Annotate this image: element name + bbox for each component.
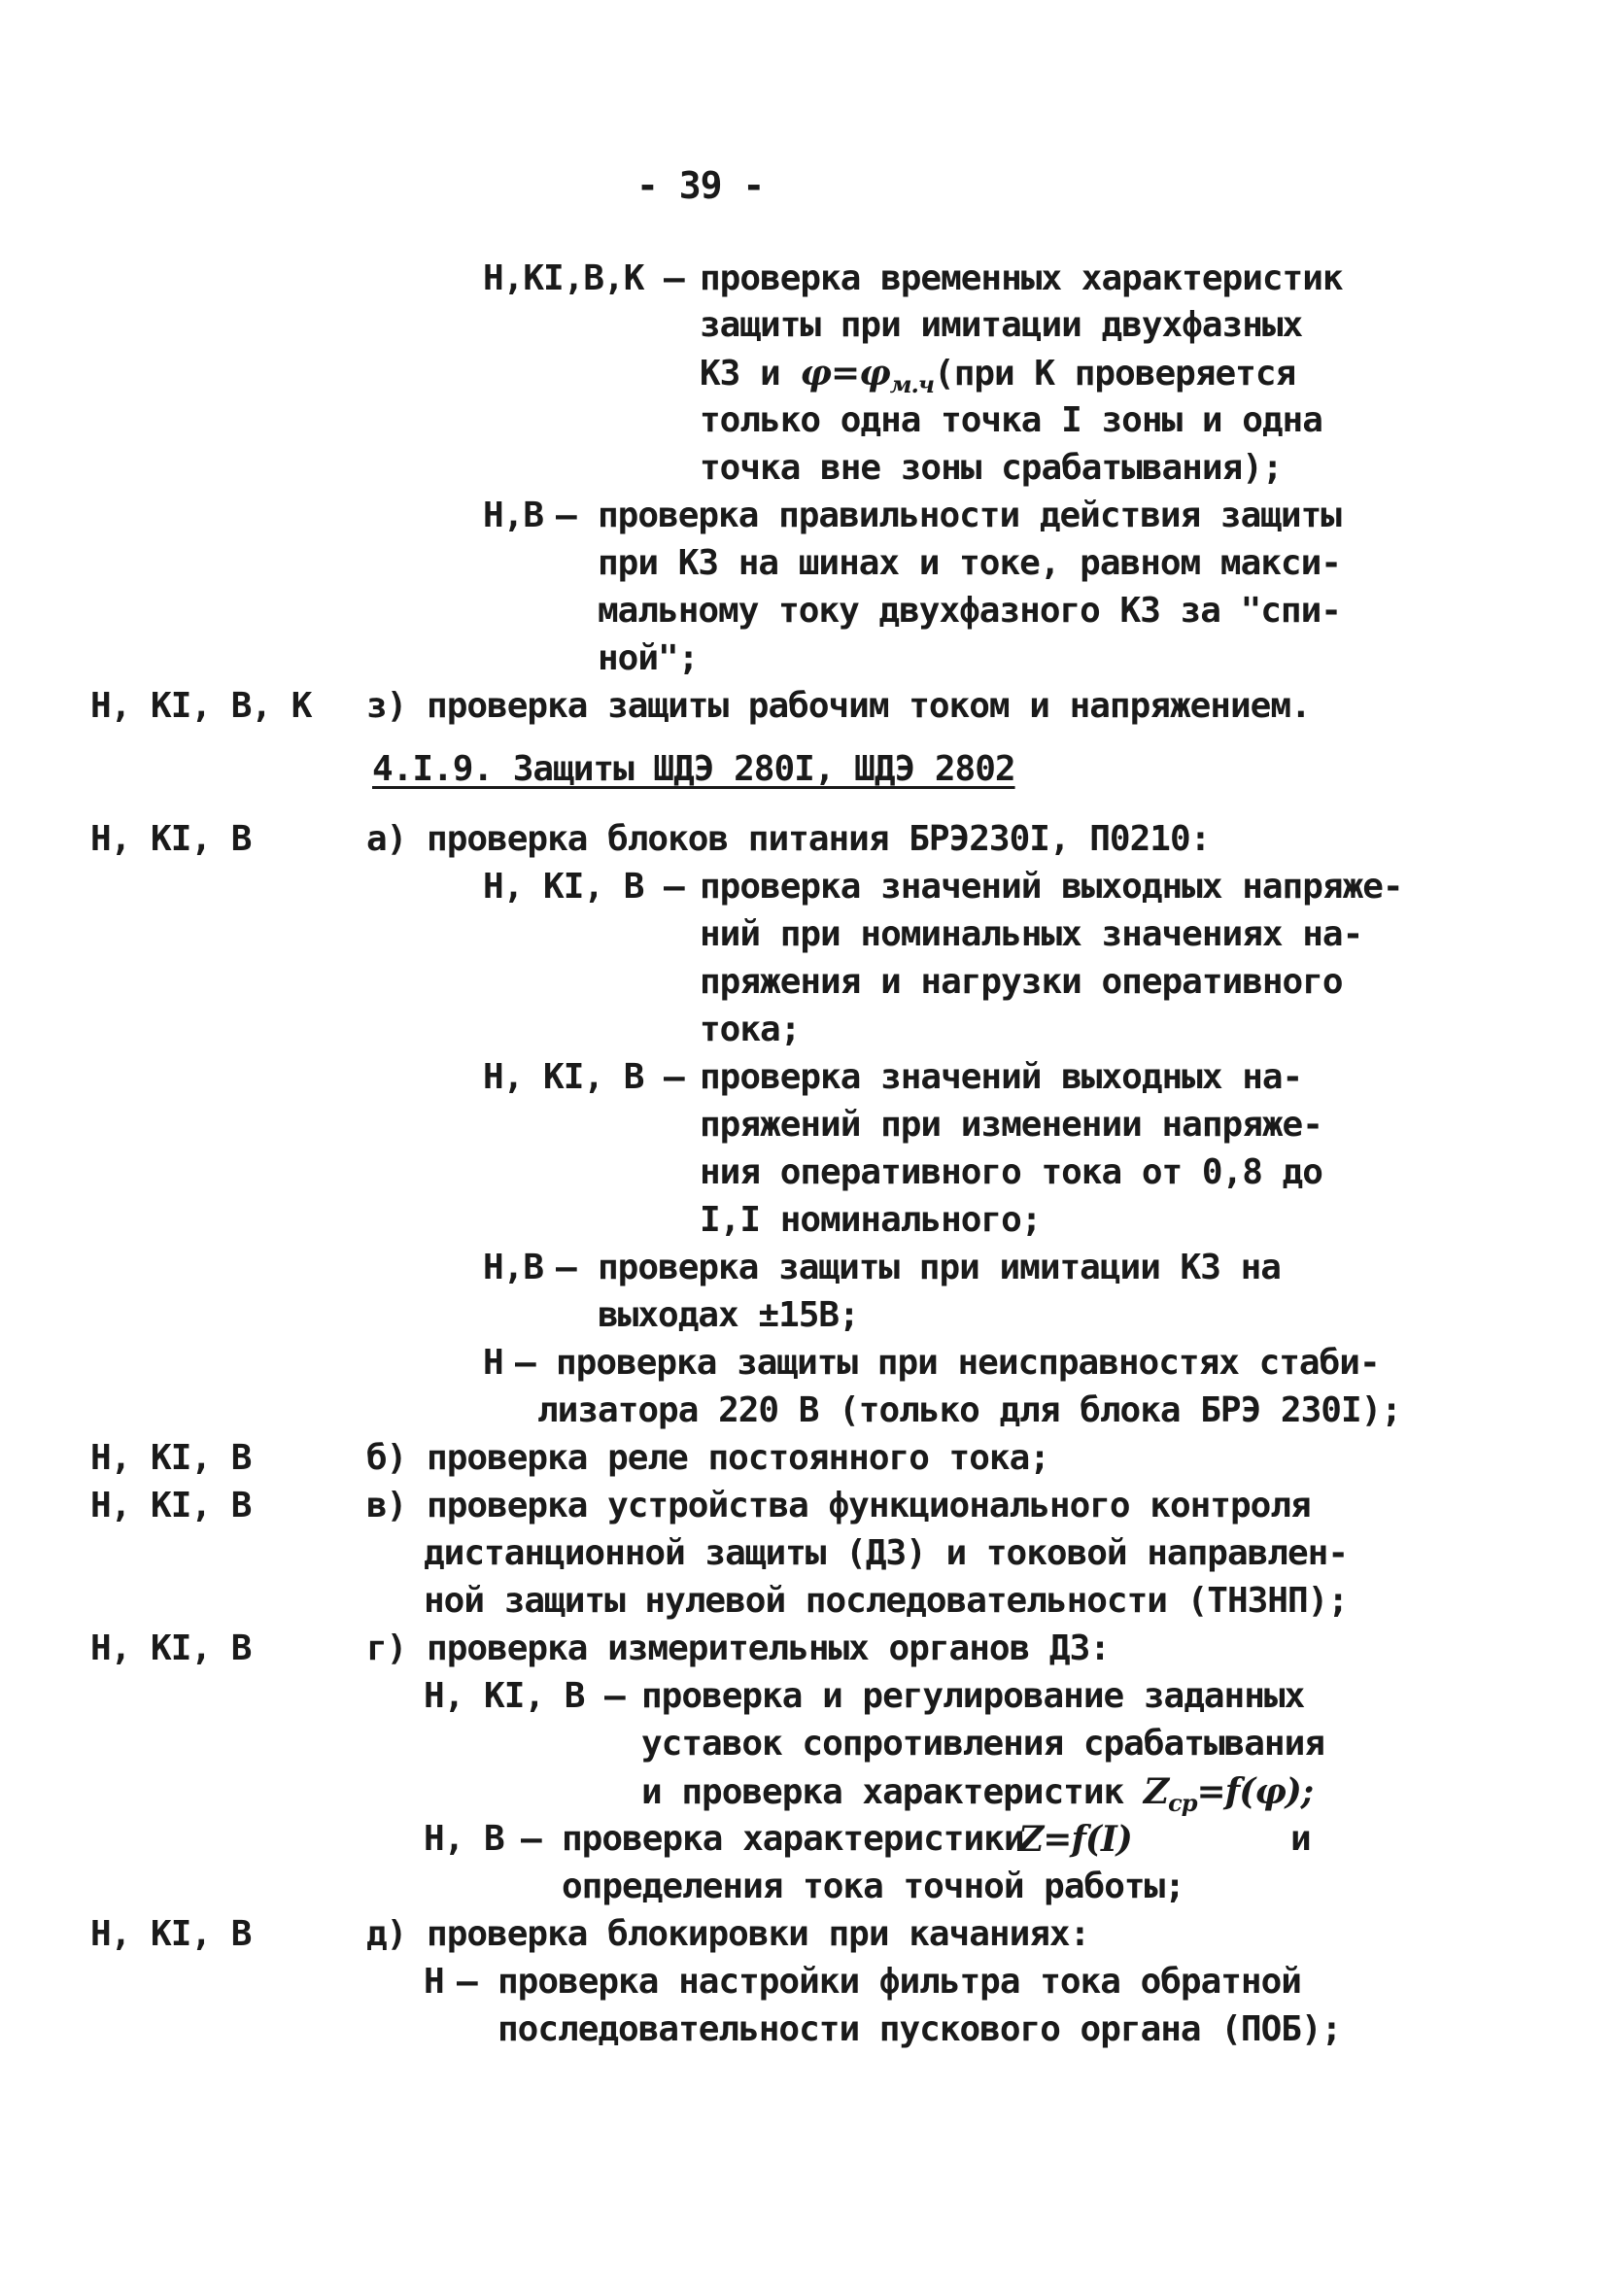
item-b-text: б) проверка реле постоянного тока; [366, 1438, 1049, 1478]
item-z-text: з) проверка защиты рабочим током и напряжением. [366, 686, 1311, 726]
item-g-sub1-line3 [641, 1768, 1313, 1816]
block2-line2: при КЗ на шинах и токе, равном макси- [598, 543, 1341, 583]
item-a-sub3-line1: проверка защиты при имитации КЗ на [598, 1248, 1281, 1287]
item-d-sub1-line2: последовательности пускового органа (ПОБ); [498, 2009, 1342, 2049]
z-formula: Z [1143, 1771, 1169, 1812]
block2-line3: мальному току двухфазного КЗ за "спи- [598, 591, 1341, 631]
item-d-sub1-dash: – [457, 1962, 477, 2002]
item-d-codes: Н, КІ, В [90, 1914, 252, 1954]
z-of-i-formula: Z=f(I) [1018, 1819, 1132, 1860]
item-v-line3: ной защиты нулевой последовательности (ТНЗНП); [424, 1581, 1348, 1621]
item-g-codes: Н, КІ, В [90, 1628, 252, 1668]
item-a-sub4-codes: Н [483, 1343, 503, 1383]
item-a-sub4-line1: проверка защиты при неисправностях стаби- [556, 1343, 1380, 1383]
page-number: - 39 - [636, 164, 765, 207]
item-v-line2: дистанционной защиты (ДЗ) и токовой направлен- [424, 1533, 1348, 1573]
item-g-sub1-dash: – [604, 1676, 625, 1716]
item-a-sub3-line2: выходах ±15В; [598, 1295, 859, 1335]
item-a-sub1-line2: ний при номинальных значениях на- [700, 914, 1363, 954]
item-d-sub1-line1: проверка настройки фильтра тока обратной [498, 1962, 1301, 2002]
item-a-sub2-line1: проверка значений выходных на- [700, 1057, 1303, 1097]
item-a-codes: Н, КІ, В [90, 819, 252, 859]
item-a-sub1-line1: проверка значений выходных напряже- [700, 867, 1403, 907]
z-formula-rest: =f(φ); [1196, 1771, 1314, 1812]
item-v-line1: в) проверка устройства функционального контроля [366, 1486, 1311, 1525]
item-d-text: д) проверка блокировки при качаниях: [366, 1914, 1090, 1954]
phi-formula: φ=φ [800, 353, 890, 394]
item-g-text: г) проверка измерительных органов ДЗ: [366, 1628, 1110, 1668]
item-a-sub1-line3: пряжения и нагрузки оперативного [700, 962, 1343, 1002]
block2-line1: проверка правильности действия защиты [598, 496, 1341, 535]
item-g-sub2-dash: – [521, 1819, 541, 1859]
item-g-sub2-line1-post: и [1290, 1819, 1311, 1859]
item-a-sub2-line2: пряжений при изменении напряже- [700, 1105, 1322, 1145]
phi-subscript: м.ч [889, 370, 935, 398]
item-a-sub1-dash: – [664, 867, 684, 907]
item-z-codes: Н, КІ, В, К [90, 686, 312, 726]
z-subscript: ср [1168, 1789, 1197, 1817]
block1-line3 [700, 350, 1295, 397]
block2-line4: ной"; [598, 638, 699, 678]
item-a-text: а) проверка блоков питания БРЭ230I, П0210: [366, 819, 1211, 859]
block1-line2: защиты при имитации двухфазных [700, 305, 1303, 345]
item-g-sub1-line3-pre: и проверка характеристик [641, 1772, 1124, 1812]
block2-dash: – [556, 496, 576, 535]
block1-dash: – [664, 258, 684, 298]
section-heading: 4.I.9. Защиты ШДЭ 280I, ШДЭ 2802 [372, 749, 1015, 789]
item-a-sub3-codes: Н,В [483, 1248, 544, 1287]
item-a-sub4-line2: лизатора 220 В (только для блока БРЭ 230I); [537, 1390, 1401, 1430]
block1-line3-post: (при К проверяется [934, 354, 1296, 394]
block2-codes: Н,В [483, 496, 544, 535]
item-a-sub2-line3: ния оперативного тока от 0,8 до [700, 1152, 1322, 1192]
block1-line3-pre: КЗ и [700, 354, 780, 394]
item-g-sub1-line2: уставок сопротивления срабатывания [641, 1724, 1324, 1764]
item-g-sub1-codes: Н, КІ, В [424, 1676, 585, 1716]
item-a-sub4-dash: – [515, 1343, 535, 1383]
item-d-sub1-codes: Н [424, 1962, 444, 2002]
item-v-codes: Н, КІ, В [90, 1486, 252, 1525]
item-a-sub1-codes: Н, КІ, В [483, 867, 644, 907]
item-g-sub2-line2: определения тока точной работы; [562, 1867, 1184, 1906]
item-b-codes: Н, КІ, В [90, 1438, 252, 1478]
block1-line4: только одна точка I зоны и одна [700, 400, 1322, 440]
item-a-sub2-line4: I,I номинального; [700, 1200, 1042, 1240]
block1-line5: точка вне зоны срабатывания); [700, 448, 1283, 488]
item-a-sub3-dash: – [556, 1248, 576, 1287]
block1-line1: проверка временных характеристик [700, 258, 1343, 298]
item-g-sub1-line1: проверка и регулирование заданных [641, 1676, 1305, 1716]
item-g-sub2-codes: Н, В [424, 1819, 504, 1859]
item-g-sub2-line1-pre: проверка характеристики [562, 1819, 1024, 1859]
item-a-sub2-codes: Н, КІ, В [483, 1057, 644, 1097]
item-a-sub2-dash: – [664, 1057, 684, 1097]
item-a-sub1-line4: тока; [700, 1010, 801, 1049]
block1-codes: Н,КІ,В,К [483, 258, 644, 298]
